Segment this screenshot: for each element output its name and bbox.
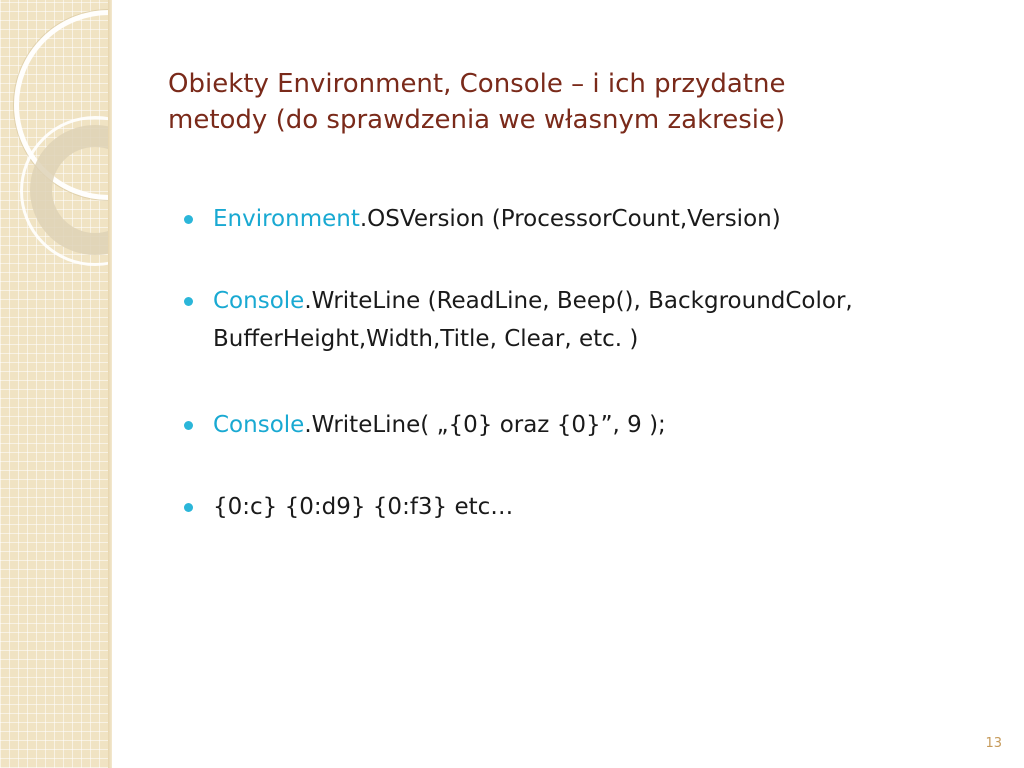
bullet-keyword: Console xyxy=(213,412,305,438)
bullet-item-environment xyxy=(184,200,1004,238)
bullet-dot-icon xyxy=(184,297,193,306)
bullet-text: {0:c} {0:d9} {0:f3} etc… xyxy=(213,494,514,520)
bullet-dot-icon xyxy=(184,215,193,224)
bullet-item-console-writeline xyxy=(184,282,1004,358)
side-band-edge xyxy=(108,0,112,768)
bullet-keyword: Console xyxy=(213,288,305,314)
bullet-dot-icon xyxy=(184,503,193,512)
bullet-keyword: Environment xyxy=(213,206,360,232)
slide-title xyxy=(168,66,988,138)
bullet-dot-icon xyxy=(184,421,193,430)
bullet-text: .OSVersion (ProcessorCount,Version) xyxy=(359,206,781,232)
slide-title-line-1: Obiekty Environment, Console – i ich przydatne xyxy=(168,69,786,99)
page-number: 13 xyxy=(985,736,1002,751)
slide-title-line-2: metody (do sprawdzenia we własnym zakresie) xyxy=(168,105,786,135)
decorative-side-band xyxy=(0,0,111,768)
bullet-item-console-format xyxy=(184,406,1004,444)
bullet-list xyxy=(184,200,1004,570)
bullet-item-format-specifiers xyxy=(184,488,1004,526)
bullet-text: .WriteLine( „{0} oraz {0}”, 9 ); xyxy=(304,412,666,438)
bullet-text: .WriteLine (ReadLine, Beep(), BackgroundColor, BufferHeight,Width,Title, Clear, etc. ) xyxy=(213,288,853,352)
